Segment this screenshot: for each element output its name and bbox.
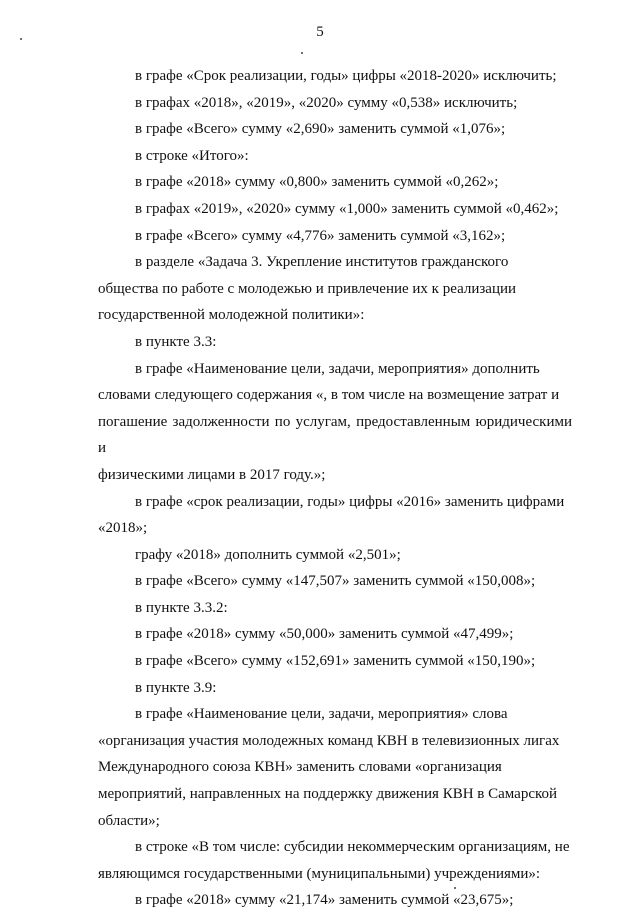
paragraph: в графе «2018» сумму «50,000» заменить суммой «47,499»; <box>135 626 514 643</box>
paragraph-line: в графе «Наименование цели, задачи, мероприятия» слова <box>135 706 508 723</box>
paragraph <box>98 249 572 329</box>
paragraph-line: в графе «срок реализации, годы» цифры «2016» заменить цифрами <box>135 493 565 510</box>
scan-speck <box>301 52 303 54</box>
paragraph: в пункте 3.3: <box>135 333 217 350</box>
paragraph: графу «2018» дополнить суммой «2,501»; <box>135 546 401 563</box>
paragraph <box>98 834 572 887</box>
paragraph-line: словами следующего содержания «, в том числе на возмещение затрат и <box>98 387 560 404</box>
paragraph <box>98 356 572 489</box>
paragraph: в графах «2019», «2020» сумму «1,000» заменить суммой «0,462»; <box>135 200 559 217</box>
paragraph: в пункте 3.3.2: <box>135 599 228 616</box>
paragraph-line: «2018»; <box>98 520 148 537</box>
paragraph <box>98 701 572 834</box>
paragraph: в графе «2018» сумму «21,174» заменить суммой «23,675»; <box>135 892 514 909</box>
paragraph-line: государственной молодежной политики»: <box>98 307 365 324</box>
paragraph-line: области»; <box>98 812 160 829</box>
paragraph: в графе «Всего» сумму «152,691» заменить суммой «150,190»; <box>135 653 536 670</box>
paragraph-line: физическими лицами в 2017 году.»; <box>98 466 326 483</box>
paragraph-line: в разделе «Задача 3. Укрепление институтов гражданского <box>135 254 509 271</box>
paragraph: в графе «Всего» сумму «4,776» заменить суммой «3,162»; <box>135 227 506 244</box>
paragraph: в графе «Всего» сумму «2,690» заменить суммой «1,076»; <box>135 121 506 138</box>
paragraph-line: погашение задолженности по услугам, предоставленным юридическими и <box>98 413 572 457</box>
scan-speck <box>20 38 22 40</box>
paragraph <box>98 489 572 542</box>
paragraph: в строке «Итого»: <box>135 147 249 164</box>
paragraph-line: в строке «В том числе: субсидии некоммерческим организациям, не <box>135 839 570 856</box>
paragraph: в графах «2018», «2019», «2020» сумму «0,538» исключить; <box>135 94 518 111</box>
paragraph: в графе «Всего» сумму «147,507» заменить суммой «150,008»; <box>135 573 536 590</box>
paragraph: в графе «Срок реализации, годы» цифры «2018-2020» исключить; <box>135 68 557 84</box>
paragraph: в графе «2018» сумму «0,800» заменить суммой «0,262»; <box>135 174 499 191</box>
paragraph-line: являющимся государственными (муниципальными) учреждениями»: <box>98 865 541 882</box>
paragraph-line: «организация участия молодежных команд КВН в телевизионных лигах <box>98 732 560 749</box>
paragraph: в пункте 3.9: <box>135 679 217 696</box>
document-body <box>98 63 572 914</box>
paragraph-line: мероприятий, направленных на поддержку движения КВН в Самарской <box>98 786 558 803</box>
paragraph-line: Международного союза КВН» заменить словами «организация <box>98 759 502 776</box>
paragraph-line: общества по работе с молодежью и привлечение их к реализации <box>98 280 517 297</box>
paragraph-line: в графе «Наименование цели, задачи, мероприятия» дополнить <box>135 360 540 377</box>
page-number: 5 <box>316 24 324 40</box>
